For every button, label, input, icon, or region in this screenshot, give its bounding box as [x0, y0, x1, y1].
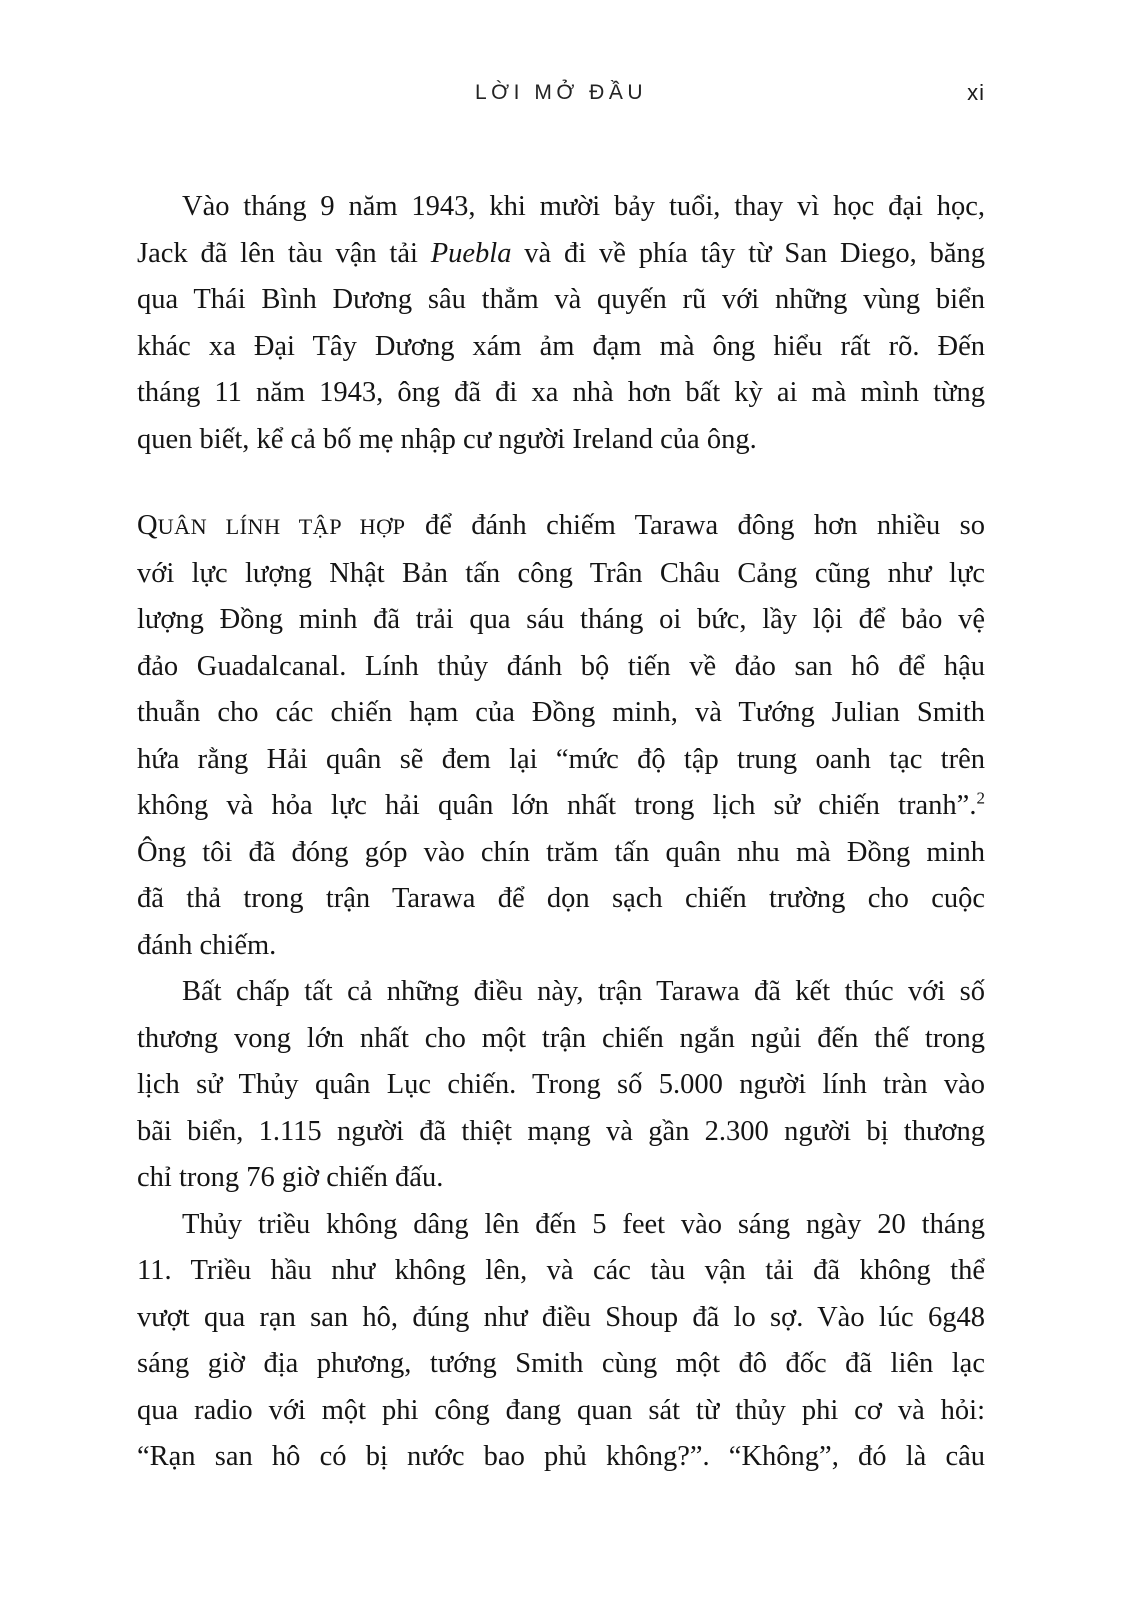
text-line — [137, 737, 985, 784]
text-segment: qua Thái Bình Dương sâu thẳm và quyến rũ với những vùng biển — [137, 284, 985, 315]
text-segment: đánh chiếm. — [137, 929, 277, 961]
italic-text: Puebla — [430, 237, 512, 269]
text-segment: khác xa Đại Tây Dương xám ảm đạm mà ông hiểu rất rõ. Đến — [137, 330, 985, 362]
text-segment: sáng giờ địa phương, tướng Smith cùng một đô đốc đã liên lạc — [137, 1348, 985, 1379]
text-line — [137, 1202, 985, 1249]
text-line — [137, 597, 985, 644]
page-body — [137, 184, 985, 1481]
text-segment: không và hỏa lực hải quân lớn nhất trong lịch sử chiến tranh”. — [137, 790, 977, 821]
text-line — [137, 503, 985, 551]
paragraph-3 — [137, 969, 985, 1202]
text-line — [137, 1434, 985, 1481]
text-segment: “Rạn san hô có bị nước bao phủ không?”. “Không”, đó là câu — [137, 1441, 985, 1472]
text-line — [137, 1341, 985, 1388]
text-segment: lượng Đồng minh đã trải qua sáu tháng oi bức, lầy lội để bảo vệ — [137, 604, 985, 635]
text-line — [137, 830, 985, 877]
text-segment: thương vong lớn nhất cho một trận chiến ngắn ngủi đến thế trong — [137, 1022, 985, 1054]
text-line — [137, 690, 985, 737]
text-segment: thuẫn cho các chiến hạm của Đồng minh, và Tướng Julian Smith — [137, 697, 985, 728]
text-line — [137, 1109, 985, 1156]
text-line — [137, 1016, 985, 1063]
text-segment: hứa rằng Hải quân sẽ đem lại “mức độ tập trung oanh tạc trên — [137, 743, 985, 775]
smallcaps-text: UÂN LÍNH TẬP HỢP — [157, 514, 406, 539]
footnote-reference: 2 — [976, 788, 985, 808]
text-segment: với lực lượng Nhật Bản tấn công Trân Châu Cảng cũng như lực — [137, 557, 985, 589]
text-line — [137, 551, 985, 598]
text-segment: 11. Triều hầu như không lên, và các tàu vận tải đã không thể — [137, 1255, 985, 1286]
text-line — [137, 184, 985, 231]
text-segment: quen biết, kể cả bố mẹ nhập cư người Ireland của ông. — [137, 423, 757, 455]
text-segment: bãi biển, 1.115 người đã thiệt mạng và gần 2.300 người bị thương — [137, 1115, 985, 1147]
text-segment: chỉ trong 76 giờ chiến đấu. — [137, 1162, 444, 1193]
text-line — [137, 923, 985, 970]
text-line — [137, 417, 985, 464]
page-number: xi — [967, 80, 985, 105]
text-segment: tháng 11 năm 1943, ông đã đi xa nhà hơn bất kỳ ai mà mình từng — [137, 377, 985, 408]
text-segment: để đánh chiếm Tarawa đông hơn nhiều so — [405, 510, 986, 541]
text-segment: và đi về phía tây từ San Diego, băng — [511, 237, 985, 269]
text-line — [137, 324, 985, 371]
text-line — [137, 277, 985, 324]
paragraph-4 — [137, 1202, 985, 1481]
text-segment: đã thả trong trận Tarawa để dọn sạch chiến trường cho cuộc — [137, 883, 985, 914]
text-segment: Ông tôi đã đóng góp vào chín trăm tấn quân nhu mà Đồng minh — [137, 836, 985, 868]
text-line — [137, 783, 985, 830]
text-line — [137, 1295, 985, 1342]
text-segment: qua radio với một phi công đang quan sát từ thủy phi cơ và hỏi: — [137, 1394, 985, 1426]
paragraph-2 — [137, 503, 985, 969]
text-line — [137, 1062, 985, 1109]
running-header-title: LỜI MỞ ĐẦU — [474, 81, 648, 104]
text-line — [137, 1388, 985, 1435]
text-line — [137, 370, 985, 417]
text-line — [137, 231, 985, 278]
text-segment: Bất chấp tất cả những điều này, trận Tarawa đã kết thúc với số — [182, 976, 985, 1007]
text-line — [137, 969, 985, 1016]
text-segment: lịch sử Thủy quân Lục chiến. Trong số 5.000 người lính tràn vào — [137, 1069, 985, 1100]
text-line — [137, 644, 985, 691]
text-segment: Q — [137, 510, 158, 541]
text-segment: Thủy triều không dâng lên đến 5 feet vào sáng ngày 20 tháng — [182, 1208, 985, 1240]
text-line — [137, 1155, 985, 1202]
text-segment: đảo Guadalcanal. Lính thủy đánh bộ tiến về đảo san hô để hậu — [137, 650, 985, 682]
text-segment: Jack đã lên tàu vận tải — [137, 237, 431, 269]
text-segment: Vào tháng 9 năm 1943, khi mười bảy tuổi, thay vì học đại học, — [182, 191, 985, 222]
text-line — [137, 876, 985, 923]
paragraph-1 — [137, 184, 985, 463]
text-segment: vượt qua rạn san hô, đúng như điều Shoup đã lo sợ. Vào lúc 6g48 — [137, 1301, 985, 1333]
text-line — [137, 1248, 985, 1295]
